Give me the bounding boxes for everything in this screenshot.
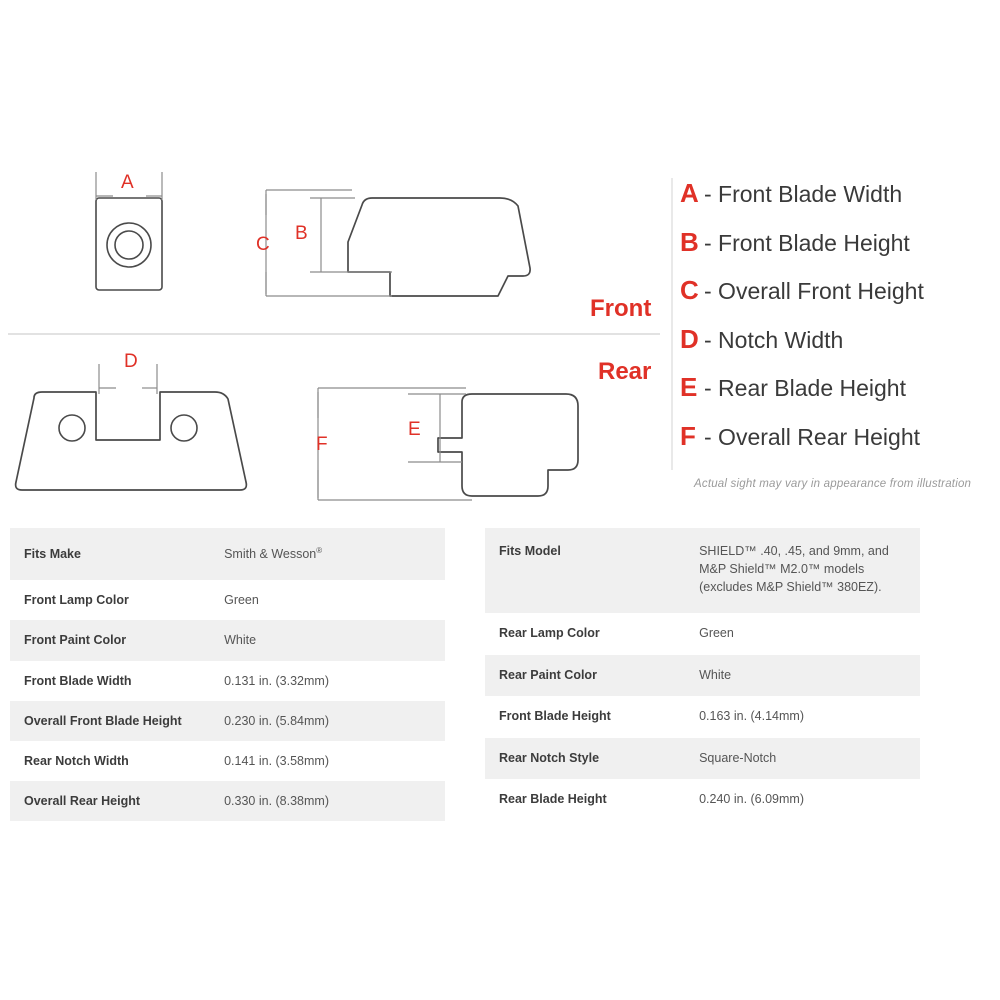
table-row xyxy=(485,696,920,738)
spec-key: Front Lamp Color xyxy=(10,580,210,620)
legend-item xyxy=(680,275,1000,324)
legend-item xyxy=(680,372,1000,421)
spec-key: Rear Notch Width xyxy=(10,741,210,781)
spec-value: Square-Notch xyxy=(685,738,920,780)
dimension-c xyxy=(266,190,392,296)
table-row xyxy=(485,528,920,613)
table-row xyxy=(10,528,445,580)
spec-value: White xyxy=(210,620,445,660)
legend-letter: E xyxy=(680,372,698,402)
callout-b: B xyxy=(295,223,308,244)
spec-value xyxy=(210,528,445,580)
spec-table-right xyxy=(485,528,920,821)
spec-value: Green xyxy=(685,613,920,655)
illustration-disclaimer: Actual sight may vary in appearance from illustration xyxy=(694,478,972,490)
spec-value: 0.230 in. (5.84mm) xyxy=(210,701,445,741)
callout-f: F xyxy=(316,434,328,455)
legend-item xyxy=(680,324,1000,373)
legend-item xyxy=(680,227,1000,276)
spec-key: Rear Lamp Color xyxy=(485,613,685,655)
callout-a: A xyxy=(121,172,134,193)
legend-label: - Rear Blade Height xyxy=(704,375,906,401)
table-row xyxy=(485,655,920,697)
legend-label: - Overall Rear Height xyxy=(704,423,921,450)
spec-key: Overall Rear Height xyxy=(10,781,210,821)
spec-value-text: Smith & Wesson xyxy=(224,547,317,562)
table-row xyxy=(10,620,445,660)
spec-value: 0.330 in. (8.38mm) xyxy=(210,781,445,821)
table-row xyxy=(485,779,920,821)
spec-value: 0.163 in. (4.14mm) xyxy=(685,696,920,738)
spec-value: 0.141 in. (3.58mm) xyxy=(210,741,445,781)
spec-value: 0.240 in. (6.09mm) xyxy=(685,779,920,821)
spec-key: Rear Blade Height xyxy=(485,779,685,821)
spec-key: Front Blade Width xyxy=(10,661,210,701)
legend-letter: C xyxy=(680,275,699,305)
spec-key: Rear Paint Color xyxy=(485,655,685,697)
table-row xyxy=(10,741,445,781)
dimension-f xyxy=(318,388,472,500)
specifications xyxy=(0,528,1000,821)
legend-letter: D xyxy=(680,323,699,354)
legend-label: - Overall Front Height xyxy=(704,278,924,304)
spec-key: Fits Make xyxy=(10,528,210,580)
callout-c: C xyxy=(256,234,270,255)
spec-key: Overall Front Blade Height xyxy=(10,701,210,741)
front-sight-end-view xyxy=(96,198,162,290)
view-label-front: Front xyxy=(590,295,652,322)
legend-list xyxy=(680,178,1000,469)
table-row xyxy=(485,613,920,655)
legend-label: - Front Blade Width xyxy=(704,181,903,207)
rear-sight-profile xyxy=(438,394,578,496)
legend-label: - Notch Width xyxy=(704,326,844,353)
callout-d: D xyxy=(124,351,138,372)
legend-label: - Front Blade Height xyxy=(704,229,910,256)
spec-key: Front Paint Color xyxy=(10,620,210,660)
callout-e: E xyxy=(408,419,421,440)
spec-key: Rear Notch Style xyxy=(485,738,685,780)
legend-letter: B xyxy=(680,226,699,257)
table-row xyxy=(10,661,445,701)
spec-value: Green xyxy=(210,580,445,620)
spec-key: Fits Model xyxy=(485,528,685,613)
spec-table-left xyxy=(10,528,445,821)
registered-mark: ® xyxy=(316,546,323,555)
table-row xyxy=(10,781,445,821)
front-sight-profile xyxy=(348,198,530,296)
view-label-rear: Rear xyxy=(598,358,652,385)
spec-value: White xyxy=(685,655,920,697)
spec-value: SHIELD™ .40, .45, and 9mm, and M&P Shield™ M2.0™ models (excludes M&P Shield™ 380EZ). xyxy=(685,528,920,613)
spec-value: 0.131 in. (3.32mm) xyxy=(210,661,445,701)
table-row xyxy=(485,738,920,780)
spec-key: Front Blade Height xyxy=(485,696,685,738)
legend-letter: F xyxy=(680,420,696,451)
legend-letter: A xyxy=(680,178,699,208)
legend-item xyxy=(680,421,1000,470)
table-row xyxy=(10,701,445,741)
legend-item xyxy=(680,178,1000,227)
rear-sight-face-view xyxy=(16,392,247,490)
table-row xyxy=(10,580,445,620)
